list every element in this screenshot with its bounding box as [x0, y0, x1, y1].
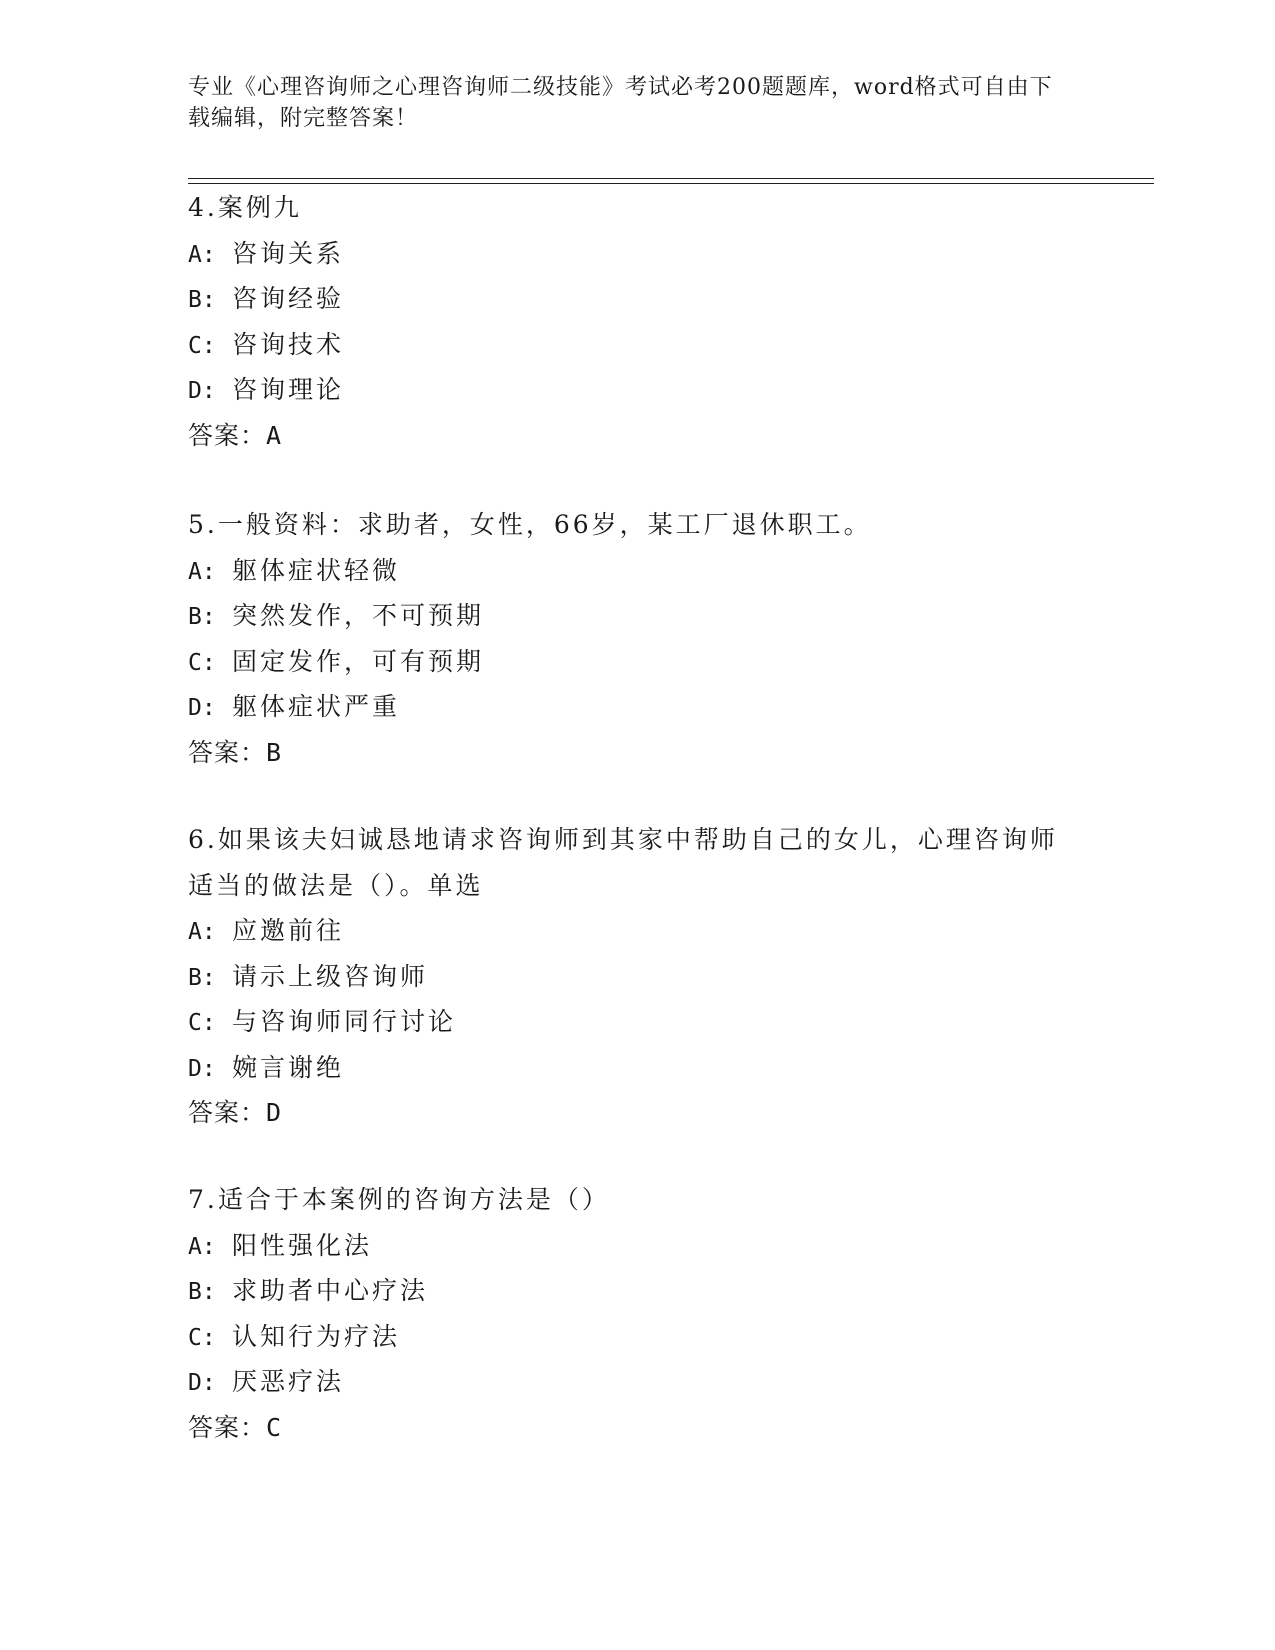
option-c: [188, 1314, 1088, 1360]
option-key: C:: [188, 649, 216, 676]
answer-line: [188, 1405, 1088, 1451]
option-text: 突然发作，不可预期: [232, 601, 485, 630]
option-d: [188, 1045, 1088, 1091]
question-stem: 4.案例九: [188, 193, 302, 222]
option-key: D:: [188, 1055, 216, 1082]
option-text: 婉言谢绝: [232, 1052, 345, 1082]
option-key: D:: [188, 378, 216, 404]
option-text: 咨询经验: [232, 284, 345, 313]
option-key: B:: [188, 604, 216, 630]
question-stem: 5.一般资料：求助者，女性，66岁，某工厂退休职工。: [188, 510, 872, 539]
option-key: D:: [188, 1370, 216, 1396]
option-d: [188, 367, 1088, 413]
option-key: C:: [188, 1010, 216, 1036]
answer-line: [188, 1090, 1088, 1136]
option-b: [188, 593, 1088, 639]
option-a: [188, 1223, 1088, 1269]
option-text: 咨询理论: [232, 375, 345, 404]
question-block-5: [188, 502, 1088, 775]
option-key: B:: [188, 964, 216, 991]
option-text: 躯体症状轻微: [232, 555, 401, 585]
option-b: [188, 276, 1088, 322]
option-key: B:: [188, 287, 216, 313]
option-b: [188, 954, 1088, 1000]
answer-label: 答案：: [188, 737, 267, 767]
option-a: [188, 908, 1088, 954]
option-text: 咨询技术: [232, 329, 345, 359]
answer-label: 答案：: [188, 1412, 267, 1442]
option-text: 与咨询师同行讨论: [232, 1007, 457, 1036]
option-b: [188, 1268, 1088, 1314]
option-a: [188, 548, 1088, 594]
answer-value: D: [266, 1098, 283, 1127]
question-stem: 7.适合于本案例的咨询方法是（）: [188, 1185, 610, 1214]
option-text: 认知行为疗法: [232, 1321, 401, 1351]
answer-value: A: [266, 420, 283, 450]
document-header: 专业《心理咨询师之心理咨询师二级技能》考试必考200题题库，word格式可自由下载编辑，附完整答案！: [188, 75, 1053, 131]
question-stem: 6.如果该夫妇诚恳地请求咨询师到其家中帮助自己的女儿，心理咨询师适当的做法是（）。单选: [188, 825, 1058, 900]
option-key: B:: [188, 1279, 216, 1305]
option-text: 厌恶疗法: [232, 1367, 345, 1396]
option-a: [188, 231, 1088, 277]
header-divider-top: [188, 178, 1154, 179]
answer-value: B: [266, 737, 283, 767]
option-c: [188, 322, 1088, 368]
option-c: [188, 639, 1088, 685]
option-key: D:: [188, 695, 216, 721]
option-text: 固定发作，可有预期: [232, 646, 485, 676]
answer-label: 答案：: [188, 420, 267, 450]
option-text: 应邀前往: [232, 916, 345, 945]
option-key: A:: [188, 558, 216, 585]
answer-label: 答案：: [188, 1098, 267, 1127]
option-key: A:: [188, 241, 216, 268]
option-d: [188, 684, 1088, 730]
option-text: 咨询关系: [232, 238, 345, 268]
question-block-6: [188, 817, 1088, 1136]
option-key: A:: [188, 1233, 216, 1260]
option-key: C:: [188, 1324, 216, 1351]
answer-value: C: [266, 1412, 283, 1442]
option-text: 阳性强化法: [232, 1230, 373, 1260]
option-d: [188, 1359, 1088, 1405]
question-block-7: [188, 1177, 1088, 1450]
option-key: C:: [188, 332, 216, 359]
option-text: 求助者中心疗法: [232, 1276, 429, 1305]
option-key: A:: [188, 919, 216, 945]
answer-line: [188, 730, 1088, 776]
option-c: [188, 999, 1088, 1045]
option-text: 请示上级咨询师: [232, 961, 429, 991]
option-text: 躯体症状严重: [232, 692, 401, 721]
answer-line: [188, 413, 1088, 459]
question-block-4: [188, 185, 1088, 458]
header-divider-bottom: [188, 183, 1154, 184]
